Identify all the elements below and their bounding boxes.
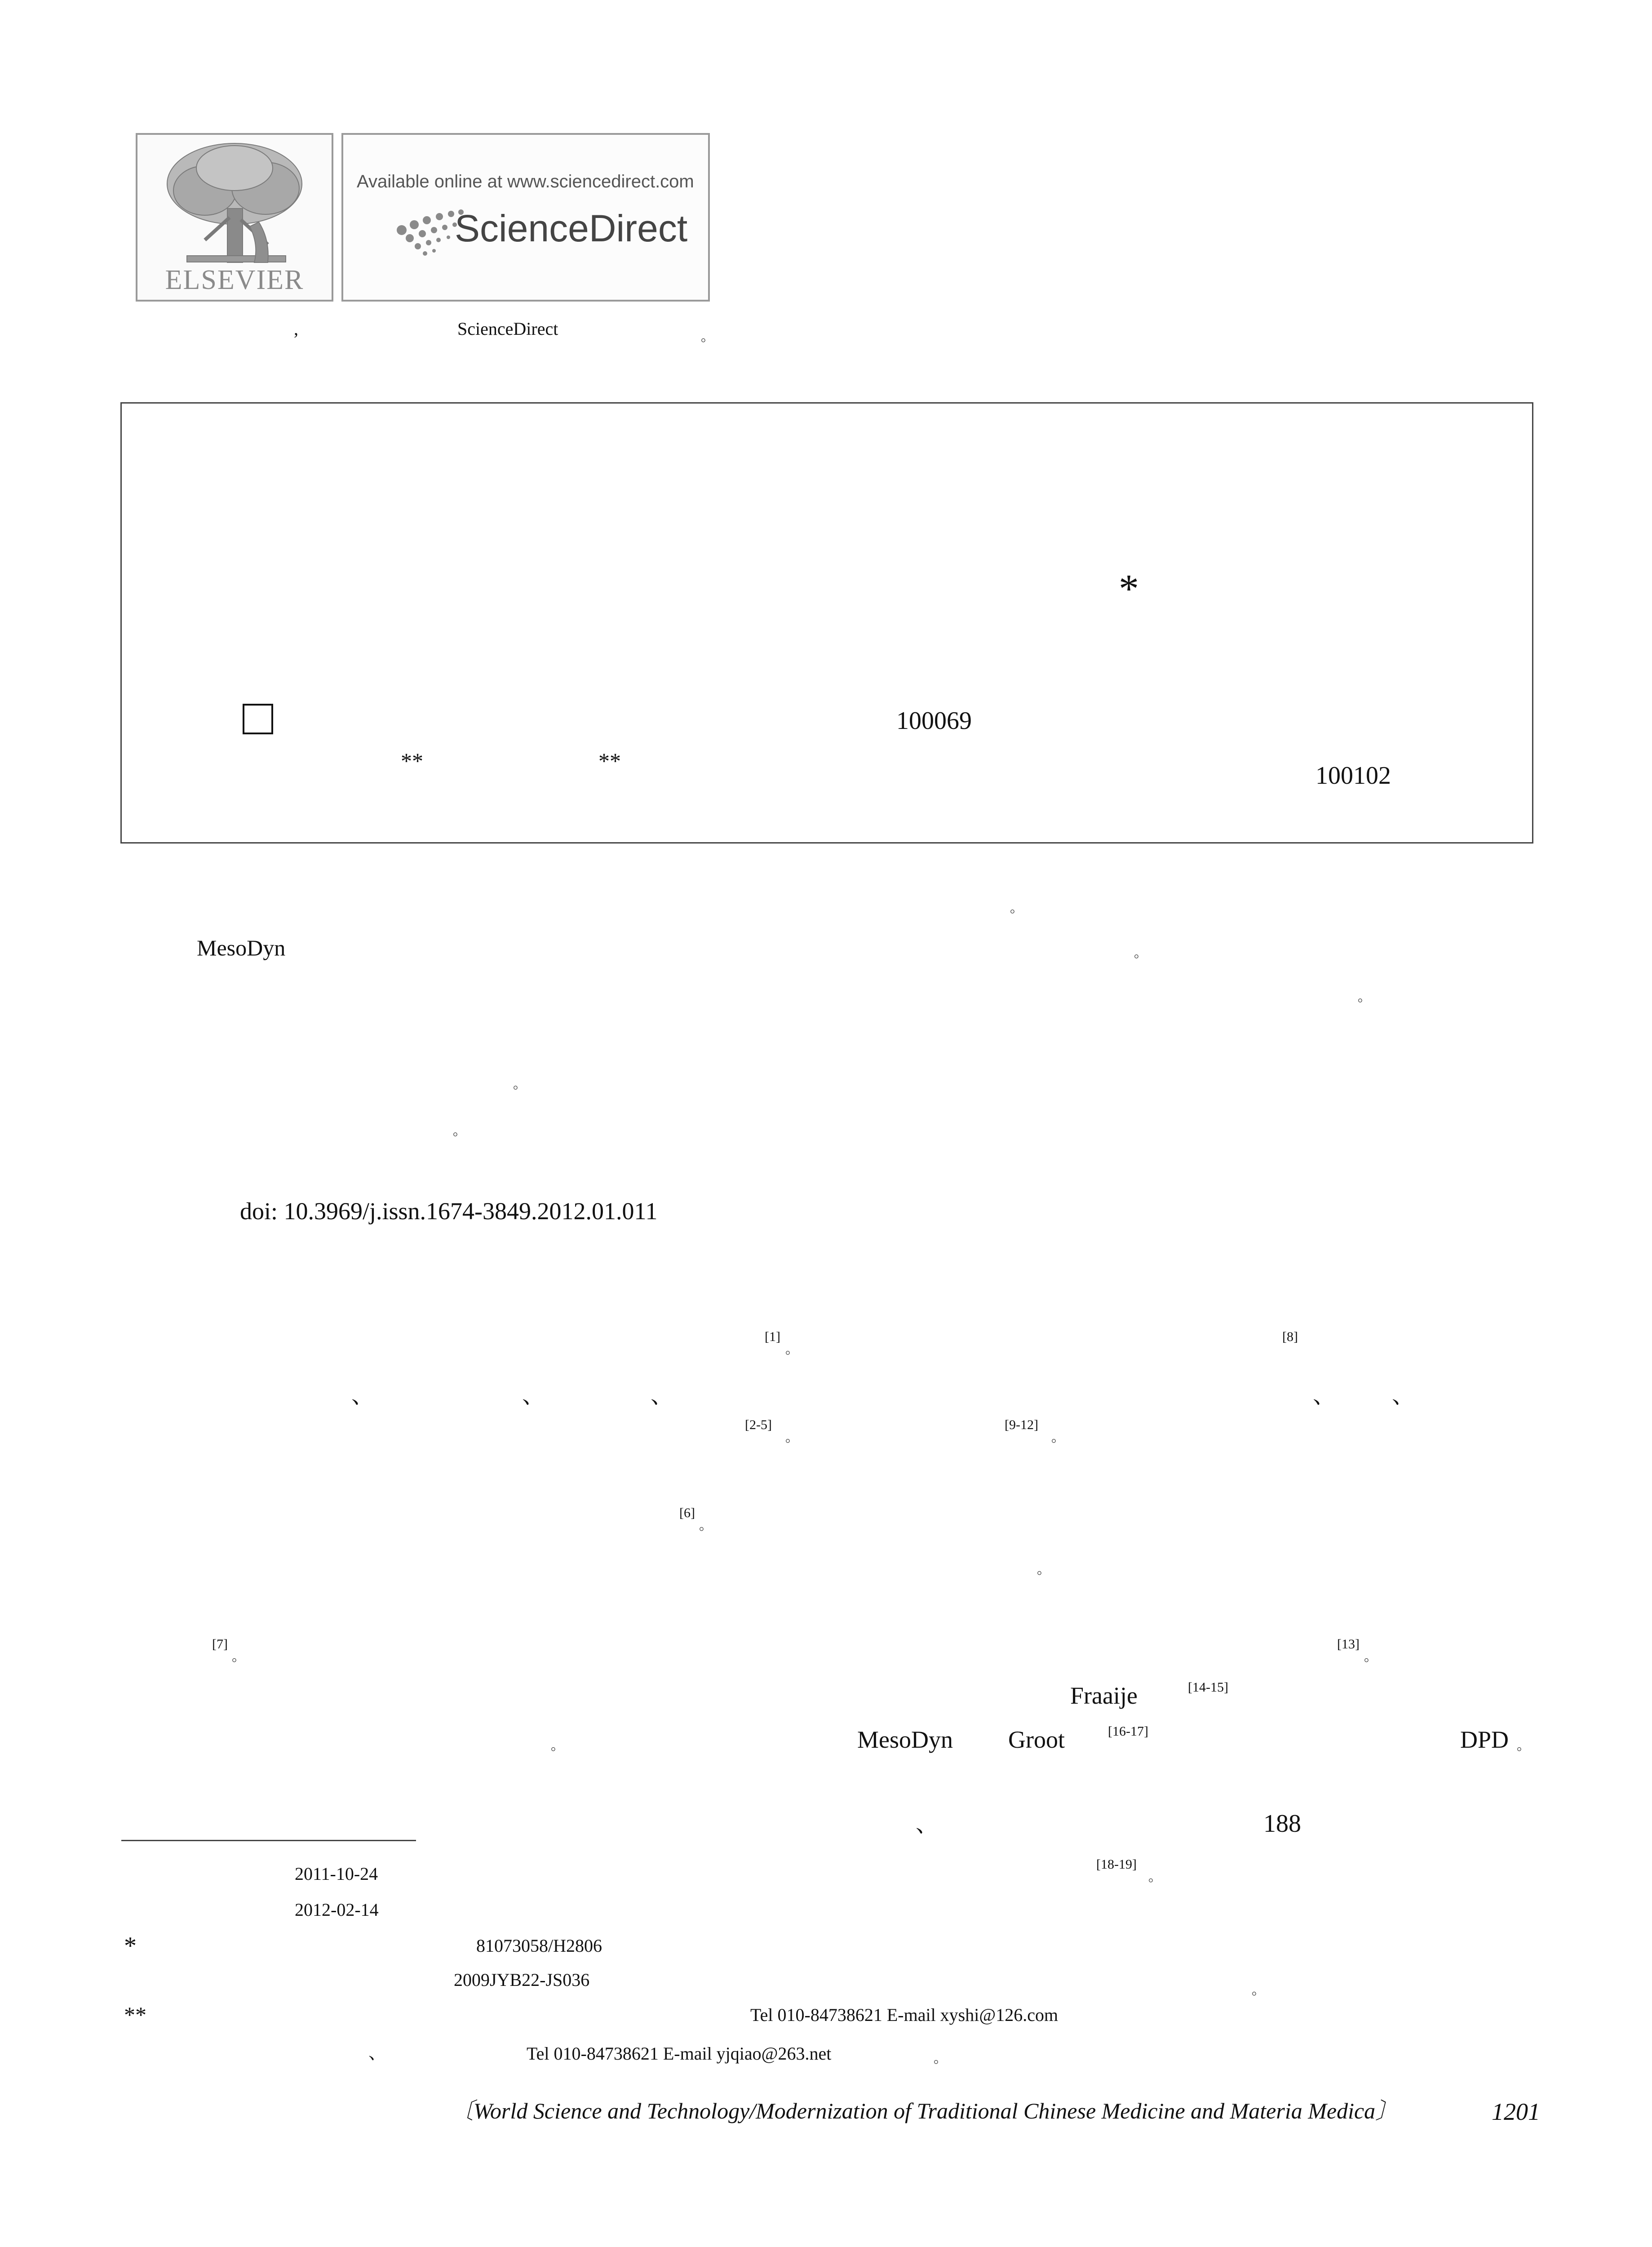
enum-comma-5: 、 (1392, 1383, 1414, 1408)
citation-1: [1] (765, 1329, 780, 1344)
grant-number-2: 2009JYB22-JS036 (454, 1970, 590, 1990)
sciencedirect-logo (341, 133, 710, 302)
enum-comma-1: 、 (351, 1383, 374, 1408)
contact-line-2-end: 。 (934, 2051, 947, 2066)
citation-13: [13] (1337, 1637, 1360, 1652)
author-fraaije: Fraaije (1070, 1682, 1138, 1709)
method-mesodyn: MesoDyn (857, 1726, 953, 1753)
doi-line: doi: 10.3969/j.issn.1674-3849.2012.01.011 (240, 1198, 658, 1225)
enum-comma-6: 、 (916, 1812, 938, 1837)
author-groot: Groot (1008, 1726, 1065, 1753)
enum-comma-4: 、 (1313, 1383, 1335, 1408)
period-mark: 。 (1051, 1430, 1065, 1445)
abstract-mark-2: 。 (1134, 946, 1147, 960)
citation-8: [8] (1282, 1329, 1298, 1344)
elsevier-wordmark: ELSEVIER (165, 265, 304, 295)
period-mark: 。 (699, 1518, 713, 1533)
abstract-mark-4: 。 (513, 1077, 527, 1092)
period-mark: 。 (1364, 1649, 1377, 1664)
period-mark: 。 (1148, 1870, 1162, 1884)
page-number: 1201 (1492, 2098, 1540, 2125)
citation-2-5: [2-5] (745, 1417, 772, 1432)
abstract-mark-3: 。 (1358, 990, 1371, 1004)
revised-date: 2012-02-14 (295, 1900, 379, 1920)
elsevier-logo (136, 133, 333, 302)
postcode-2: 100102 (1315, 762, 1391, 790)
tree-icon (137, 137, 332, 271)
citation-7: [7] (212, 1637, 228, 1652)
journal-running-footer: 〔World Science and Technology/Modernization of Traditional Chinese Medicine and Materia Medica〕 (451, 2098, 1398, 2123)
citation-9-12: [9-12] (1005, 1417, 1038, 1432)
period-mark: 。 (1517, 1738, 1530, 1753)
caption-end-mark: 。 (701, 329, 714, 344)
sciencedirect-name: ScienceDirect (455, 207, 688, 249)
corresponding-mark-2: ** (598, 748, 621, 773)
citation-14-15: [14-15] (1188, 1680, 1228, 1695)
corresponding-mark-1: ** (401, 748, 423, 773)
square-marker (243, 704, 273, 734)
period-mark: 。 (785, 1342, 799, 1357)
contact-line-2: Tel 010-84738621 E-mail yjqiao@263.net (527, 2043, 832, 2064)
enum-comma-3: 、 (651, 1383, 673, 1408)
period-mark: 。 (785, 1430, 799, 1445)
period-mark: 。 (551, 1738, 564, 1753)
postcode-1: 100069 (896, 707, 972, 735)
footnote-divider (121, 1840, 416, 1841)
citation-6: [6] (679, 1505, 695, 1520)
period-mark: 。 (232, 1649, 245, 1664)
abstract-mark-1: 。 (1010, 901, 1023, 915)
enum-comma-2: 、 (522, 1383, 545, 1408)
affiliation-star: * (1119, 567, 1139, 611)
abstract-mark-5: 。 (453, 1124, 466, 1138)
available-online-text: Available online at www.sciencedirect.com (357, 172, 694, 191)
footnote-star-2: ** (124, 2002, 146, 2027)
footnote-enum-comma: 、 (368, 2043, 386, 2063)
period-mark: 。 (1037, 1562, 1050, 1577)
grant-number-1: 81073058/H2806 (476, 1936, 602, 1956)
citation-18-19: [18-19] (1096, 1857, 1137, 1872)
number-188: 188 (1263, 1810, 1301, 1838)
method-dpd: DPD (1460, 1726, 1509, 1753)
abstract-method-name: MesoDyn (197, 935, 286, 960)
received-date: 2011-10-24 (295, 1864, 378, 1884)
caption-platform: ScienceDirect (457, 319, 558, 339)
contact-line-1: Tel 010-84738621 E-mail xyshi@126.com (750, 2005, 1059, 2025)
citation-16-17: [16-17] (1108, 1724, 1148, 1739)
caption-comma: , (294, 319, 298, 339)
footnote-trailing-mark: 。 (1252, 1983, 1265, 1998)
footnote-star-1: * (124, 1932, 137, 1960)
